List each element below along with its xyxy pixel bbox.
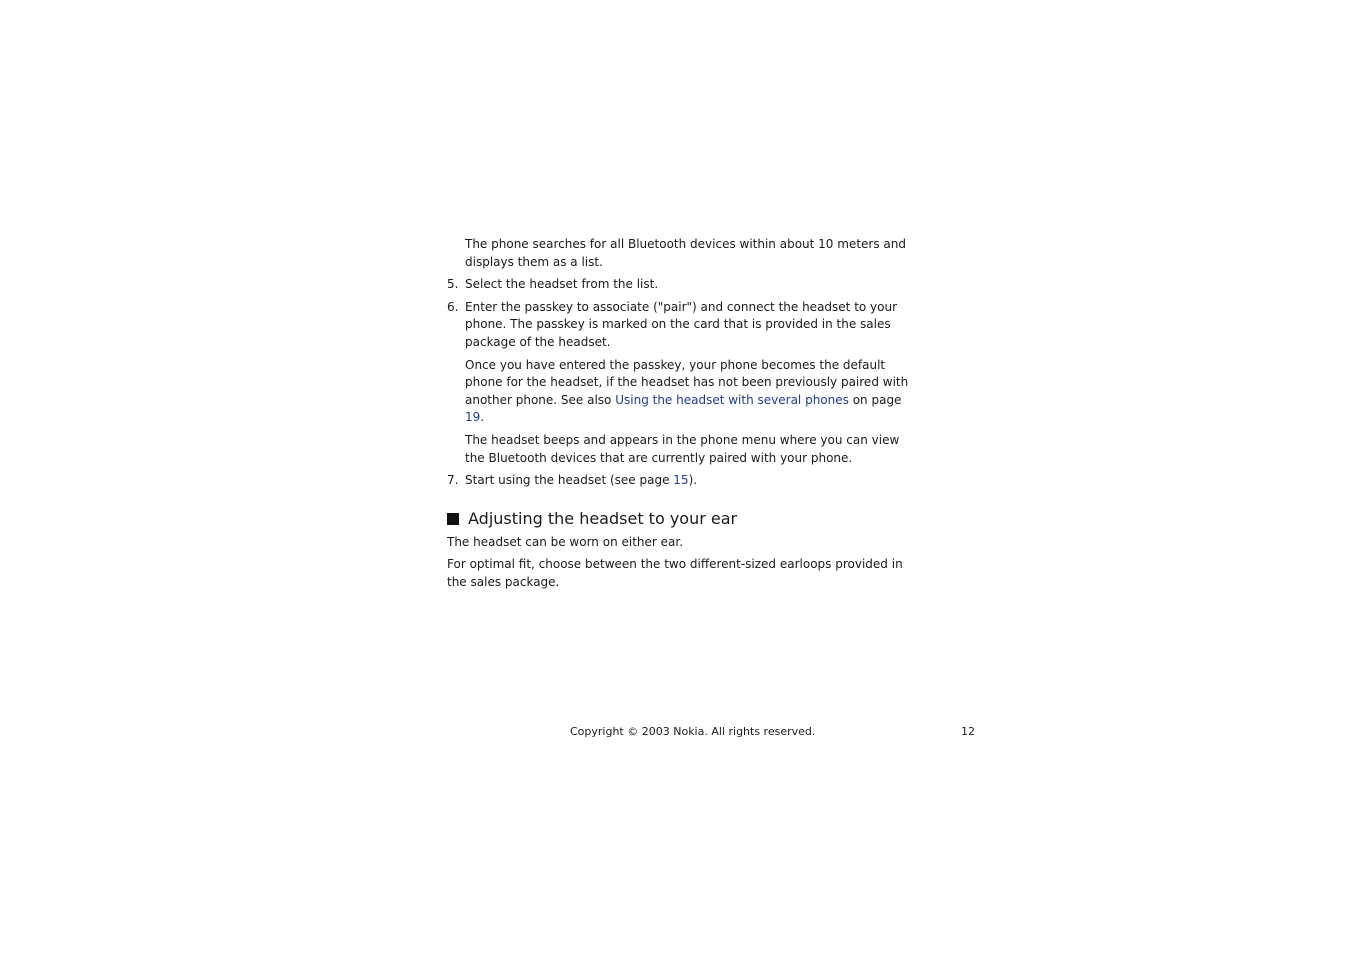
page-15-link[interactable]: 15: [673, 473, 689, 488]
copyright-footer: Copyright © 2003 Nokia. All rights reserved.: [570, 725, 816, 738]
section-paragraph-1: The headset can be worn on either ear.: [447, 534, 684, 549]
note-mid-text: on page: [848, 392, 902, 407]
step-number: 5.: [447, 277, 459, 292]
note-text: Once you have entered the passkey, your phone becomes the default phone for the headset, if the headset has not been previously paired with another phone. See also: [465, 357, 909, 407]
step-5: [447, 276, 917, 294]
section-paragraph-2: For optimal fit, choose between the two different-sized earloops provided in the sales package.: [447, 557, 903, 589]
step-number: 6.: [447, 299, 459, 314]
step-text: Select the headset from the list.: [465, 277, 659, 292]
section-heading-text: Adjusting the headset to your ear: [468, 508, 738, 528]
step-6: [447, 299, 917, 352]
step-text: Start using the headset (see page: [465, 473, 674, 488]
note-end-text: .: [480, 410, 485, 425]
section-heading: [447, 508, 917, 530]
page-19-link[interactable]: 19: [465, 410, 481, 425]
step-6-beeps-paragraph: The headset beeps and appears in the phone menu where you can view the Bluetooth devices that are currently paired with your phone.: [465, 432, 900, 465]
page-number: 12: [961, 725, 975, 738]
step-7: [447, 472, 917, 490]
intro-paragraph: The phone searches for all Bluetooth devices within about 10 meters and displays them as a list.: [465, 237, 906, 269]
step-number: 7.: [447, 473, 459, 488]
step-6-note-paragraph: [465, 357, 917, 427]
step-end-text: ).: [688, 473, 698, 488]
square-bullet-icon: [447, 513, 459, 525]
step-text: Enter the passkey to associate ("pair") and connect the headset to your phone. The passkey is marked on the card that is provided in the sales package of the headset.: [465, 299, 898, 349]
page-content: [447, 236, 917, 597]
several-phones-link[interactable]: Using the headset with several phones: [615, 392, 849, 407]
